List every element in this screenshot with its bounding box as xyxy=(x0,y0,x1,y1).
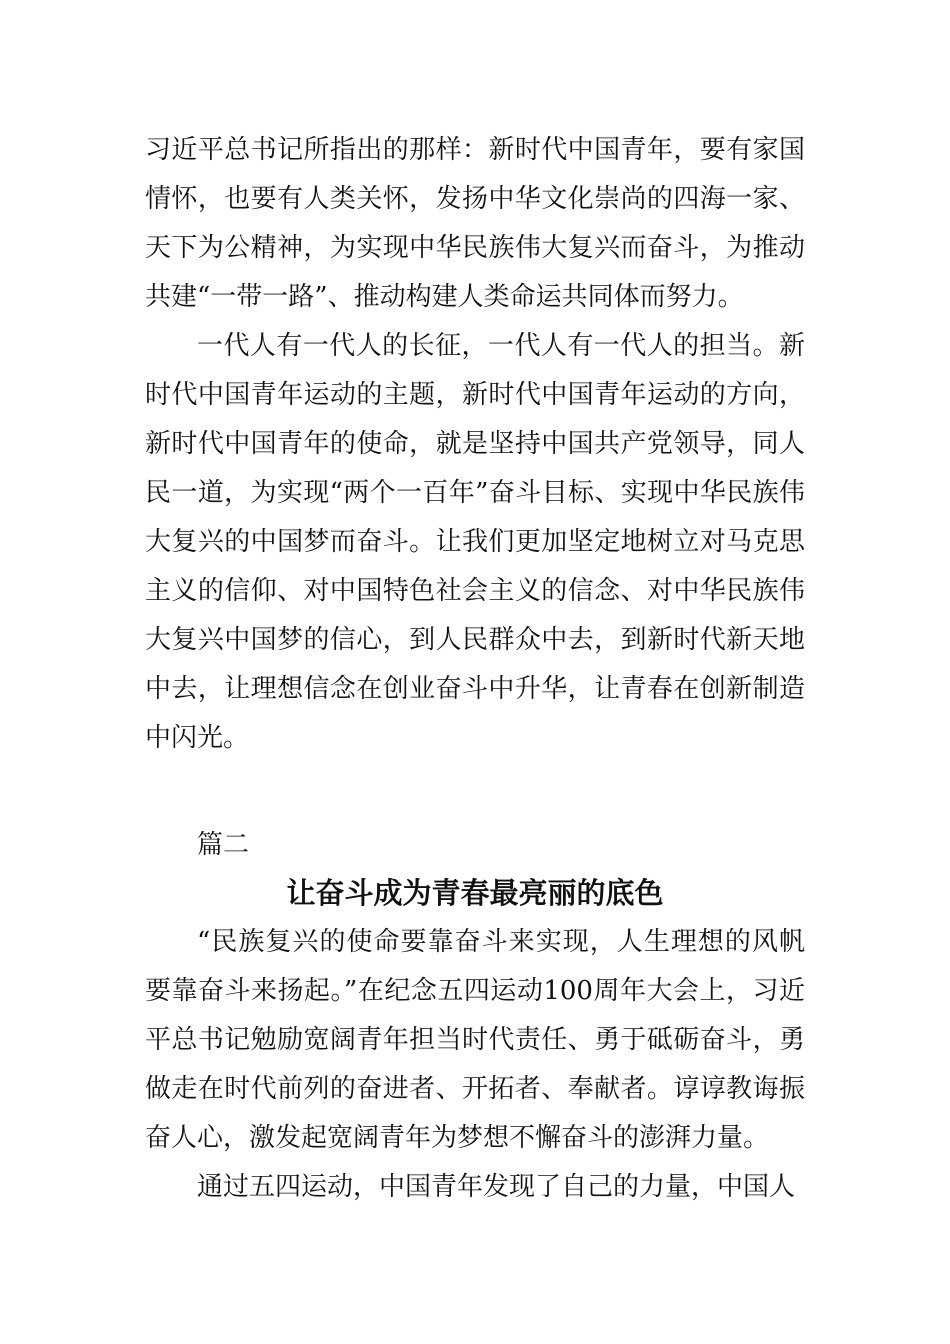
document-page xyxy=(145,126,805,1212)
paragraph-generation: 一代人有一代人的长征，一代人有一代人的担当。新时代中国青年运动的主题，新时代中国青年运动的方向，新时代中国青年的使命，就是坚持中国共产党领导，同人民一道，为实现“两个一百年”奋斗目标、实现中华民族伟大复兴的中国梦而奋斗。让我们更加坚定地树立对马克思主义的信仰、对中国特色社会主义的信念、对中华民族伟大复兴中国梦的信心，到人民群众中去，到新时代新天地中去，让理想信念在创业奋斗中升华，让青春在创新制造中闪光。 xyxy=(145,331,805,753)
section-spacer xyxy=(145,763,805,821)
paragraph-may-fourth: 通过五四运动，中国青年发现了自己的力量，中国人 xyxy=(197,1172,796,1202)
paragraph-quote: “民族复兴的使命要靠奋斗来实现，人生理想的风帆要靠奋斗来扬起。”在纪念五四运动100周年大会上，习近平总书记勉励宽阔青年担当时代责任、勇于砥砺奋斗，勇做走在时代前列的奋进者、开拓者、奉献者。谆谆教诲振奋人心，激发起宽阔青年为梦想不懈奋斗的澎湃力量。 xyxy=(145,927,805,1153)
section-label: 篇二 xyxy=(197,830,250,860)
paragraph-continued: 习近平总书记所指出的那样：新时代中国青年，要有家国情怀，也要有人类关怀，发扬中华文化崇尚的四海一家、天下为公精神，为实现中华民族伟大复兴而奋斗，为推动共建“一带一路”、推动构建人类命运共同体而努力。 xyxy=(145,135,805,312)
section-title: 让奋斗成为青春最亮丽的底色 xyxy=(286,876,664,910)
